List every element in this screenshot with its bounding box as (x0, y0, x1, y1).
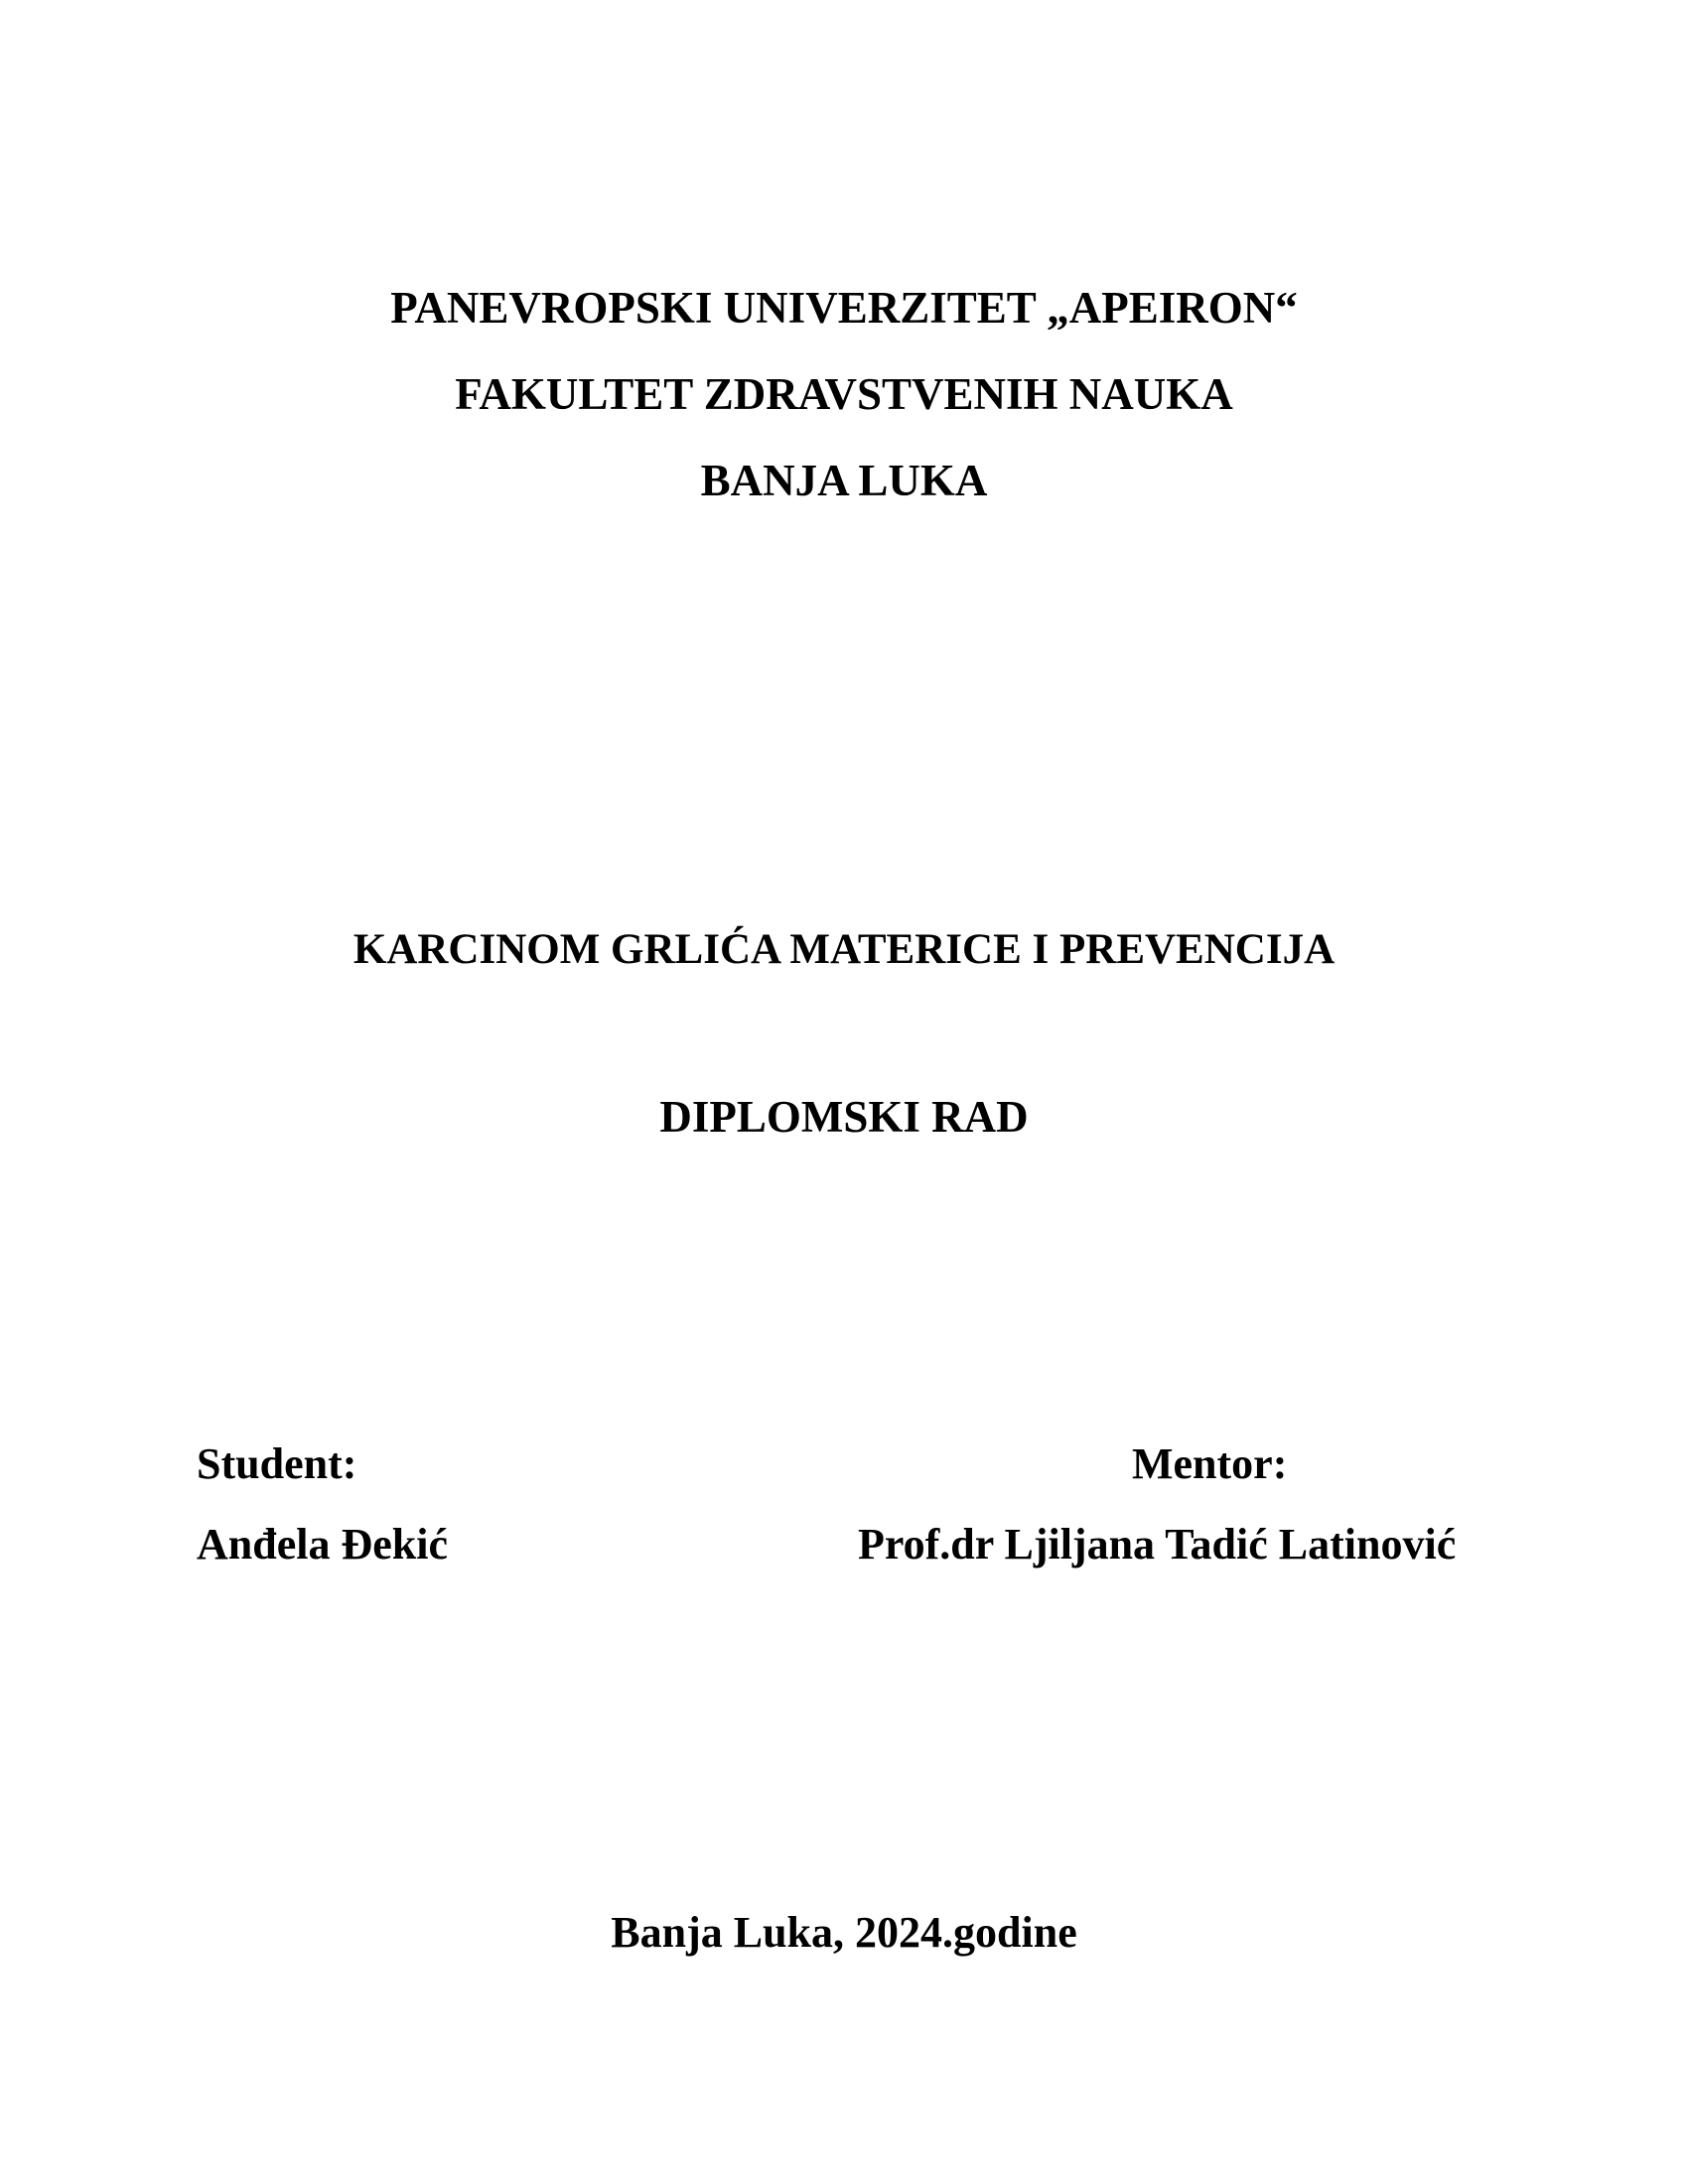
student-name: Anđela Đekić (197, 1520, 448, 1569)
student-label: Student: (197, 1439, 357, 1488)
university-name: PANEVROPSKI UNIVERZITET „APEIRON“ (390, 283, 1298, 333)
thesis-type: DIPLOMSKI RAD (659, 1092, 1029, 1142)
faculty-name: FAKULTET ZDRAVSTVENIH NAUKA (455, 369, 1233, 419)
thesis-title: KARCINOM GRLIĆA MATERICE I PREVENCIJA (352, 926, 1336, 973)
mentor-name: Prof.dr Ljiljana Tadić Latinović (858, 1520, 1457, 1569)
place-and-date: Banja Luka, 2024.godine (611, 1908, 1077, 1957)
mentor-label: Mentor: (1132, 1439, 1288, 1488)
institution-city: BANJA LUKA (700, 456, 988, 505)
